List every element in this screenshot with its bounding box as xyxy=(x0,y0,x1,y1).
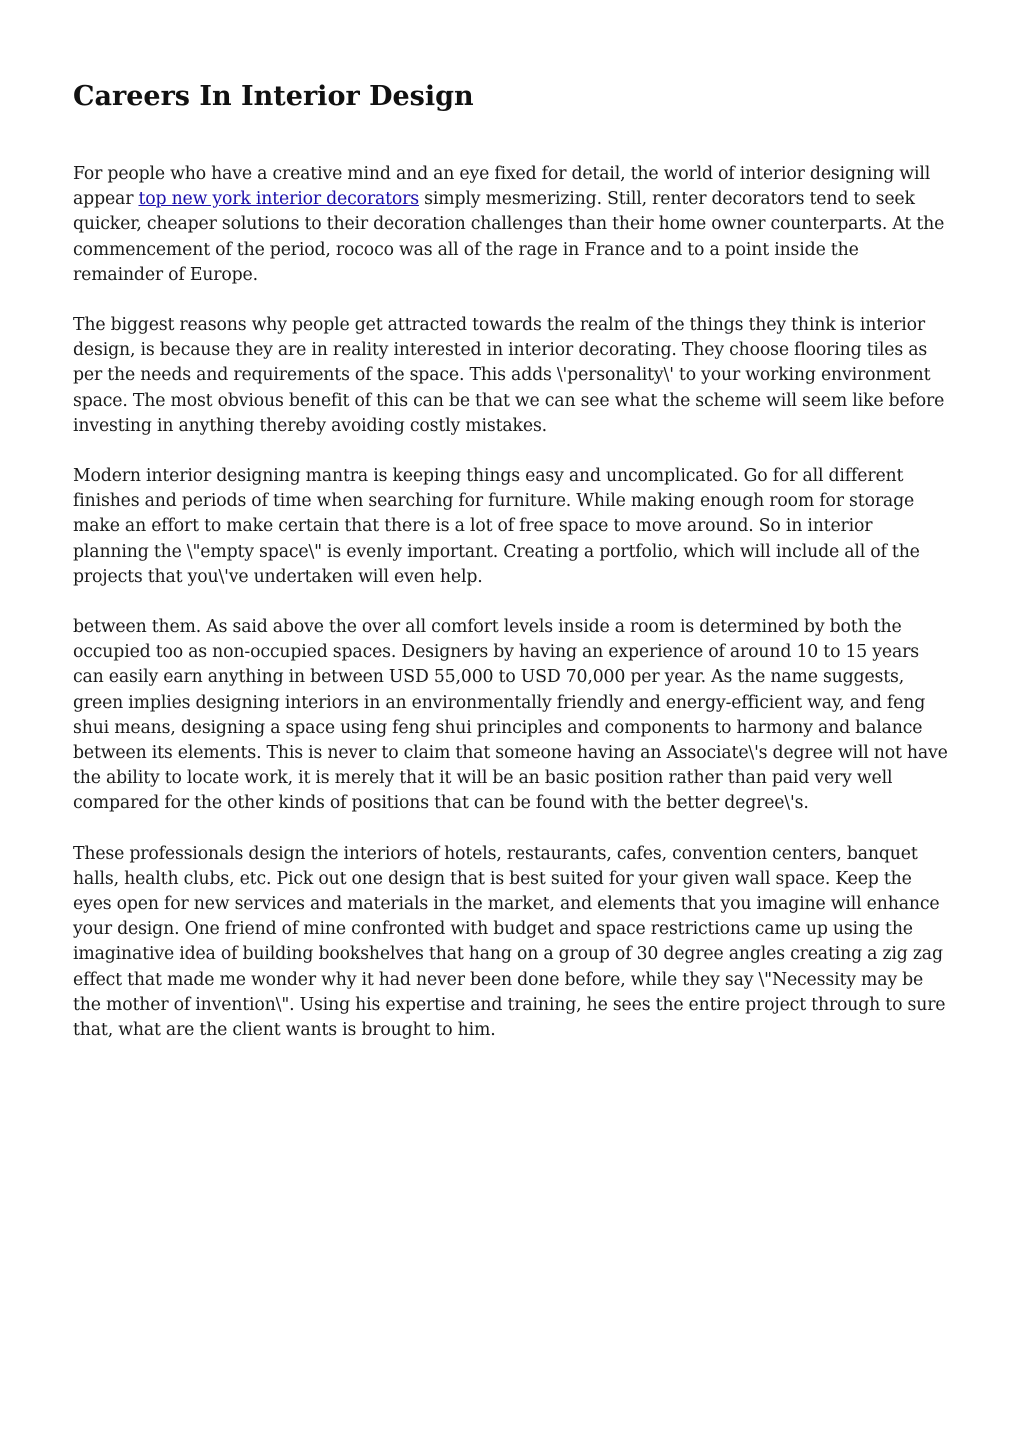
paragraph-4: between them. As said above the over all comfort levels inside a room is determined by both the occupied too as non-occupied spaces. Designers by having an experience of around 10 to 15 years can easily earn anything in between USD 55,000 to USD 70,000 per year. As the name suggests, green implies designing interiors in an environmentally friendly and energy-efficient way, and feng shui means, designing a space using feng shui principles and components to harmony and balance between its elements. This is never to claim that someone having an Associate\'s degree will not have the ability to locate work, it is merely that it will be an basic position rather than paid very well compared for the other kinds of positions that can be found with the better degree\'s. xyxy=(73,617,948,814)
page-title: Careers In Interior Design xyxy=(73,81,474,112)
document-page xyxy=(73,78,953,1068)
paragraph-2: The biggest reasons why people get attracted towards the realm of the things they think is interior design, is because they are in reality interested in interior decorating. They choose flooring tiles as per the needs and requirements of the space. This adds \'personality\' to your working environment space. The most obvious benefit of this can be that we can see what the scheme will seem like before investing in anything thereby avoiding costly mistakes. xyxy=(73,315,945,436)
article-body xyxy=(73,162,953,1043)
paragraph-1-text-start: For people who have a creative mind and an eye fixed for detail, the world of interior designing will appear xyxy=(73,164,931,210)
paragraph-1 xyxy=(73,162,953,288)
paragraph-3: Modern interior designing mantra is keeping things easy and uncomplicated. Go for all different finishes and periods of time when searching for furniture. While making enough room for storage make an effort to make certain that there is a lot of free space to move around. So in interior planning the \"empty space\" is evenly important. Creating a portfolio, which will include all of the projects that you\'ve undertaken will even help. xyxy=(73,466,920,587)
paragraph-1-text-end: simply mesmerizing. Still, renter decorators tend to seek quicker, cheaper solutions to their decoration challenges than their home owner counterparts. At the commencement of the period, rococo was all of the rage in France and to a point inside the remainder of Europe. xyxy=(73,189,945,285)
paragraph-5: These professionals design the interiors of hotels, restaurants, cafes, convention centers, banquet halls, health clubs, etc. Pick out one design that is best suited for your given wall space. Keep the eyes open for new services and materials in the market, and elements that you imagine will enhance your design. One friend of mine confronted with budget and space restrictions came up using the imaginative idea of building bookshelves that hang on a group of 30 degree angles creating a zig zag effect that made me wonder why it had never been done before, while they say \"Necessity may be the mother of invention\". Using his expertise and training, he sees the entire project through to sure that, what are the client wants is brought to him. xyxy=(73,843,946,1041)
decorators-link[interactable]: top new york interior decorators xyxy=(138,189,419,210)
